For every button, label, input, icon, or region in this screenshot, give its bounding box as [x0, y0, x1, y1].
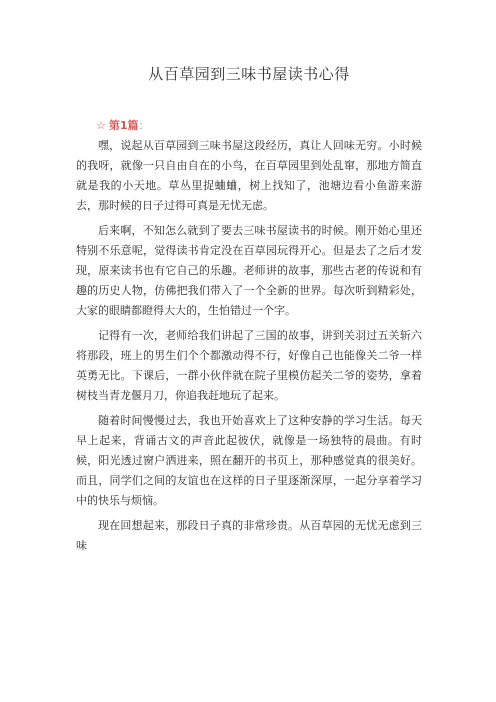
section-colon: ： [138, 119, 150, 132]
section-label: 第1篇 [108, 119, 139, 132]
paragraph-1: 嘿，说起从百草园到三味书屋这段经历，真让人回味无穷。小时候的我呀，就像一只自由自在的小鸟，在百草园里到处乱窜，那地方简直就是我的小天地。草丛里捉蛐蛐，树上找知了，池塘边看小鱼游来游去，那时候的日子过得可真是无忧无虑。 [76, 139, 422, 212]
document-title: 从百草园到三味书屋读书心得 [148, 65, 350, 83]
paragraph-2: 后来啊，不知怎么就到了要去三味书屋读书的时候。刚开始心里还特别不乐意呢，觉得读书肯定没在百草园玩得开心。但是去了之后才发现，原来读书也有它自己的乐趣。老师讲的故事，那些古老的传说和有趣的历史人物，仿佛把我们带入了一个全新的世界。每次听到精彩处，大家的眼睛都瞪得大大的，生怕错过一个字。 [76, 224, 422, 317]
section-heading [76, 118, 422, 134]
paragraph-4: 随着时间慢慢过去，我也开始喜欢上了这种安静的学习生活。每天早上起来，背诵古文的声音此起彼伏，就像是一场独特的晨曲。有时候，阳光透过窗户洒进来，照在翻开的书页上，那种感觉真的很美好。而且，同学们之间的友谊也在这样的日子里逐渐深厚，一起分享着学习中的快乐与烦恼。 [76, 414, 422, 507]
paragraph-3: 记得有一次，老师给我们讲起了三国的故事，讲到关羽过五关斩六将那段，班上的男生们个个都激动得不行，好像自己也能像关二爷一样英勇无比。下课后，一群小伙伴就在院子里模仿起关二爷的姿势，拿着树枝当青龙偃月刀，你追我赶地玩了起来。 [76, 329, 422, 402]
star-icon: ☆ [96, 119, 106, 132]
paragraph-5: 现在回想起来，那段日子真的非常珍贵。从百草园的无忧无虑到三味 [76, 519, 422, 552]
